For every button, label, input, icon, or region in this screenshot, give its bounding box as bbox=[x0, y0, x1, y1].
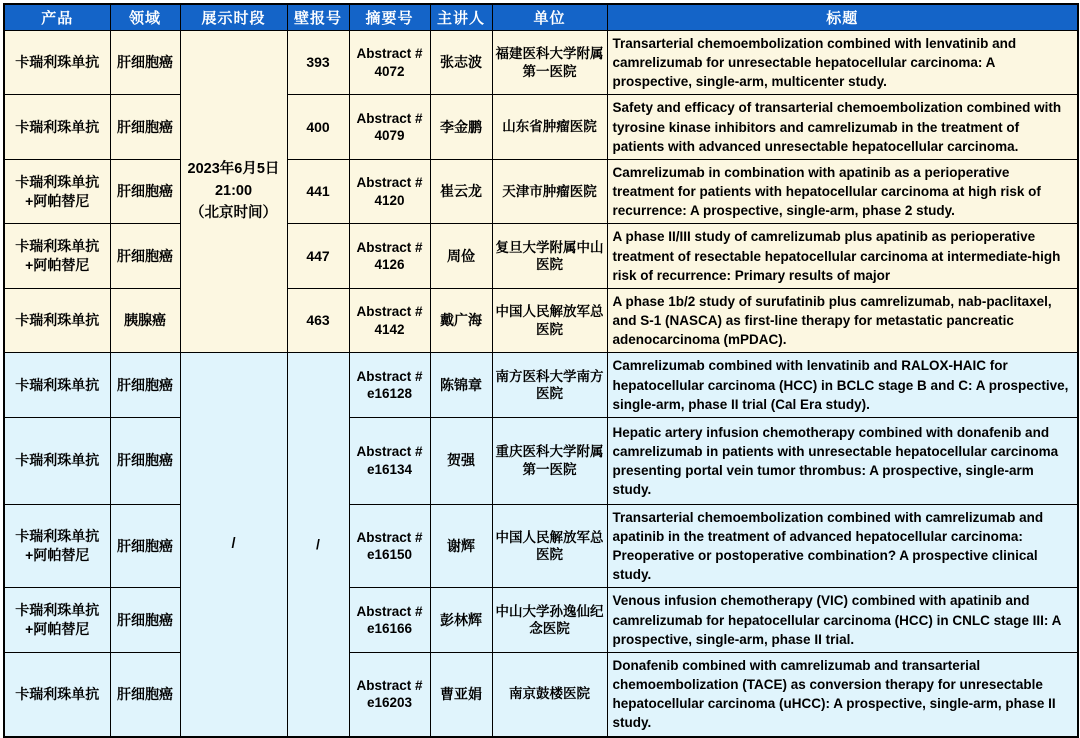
header-row bbox=[4, 4, 1078, 31]
column-header-poster: 壁报号 bbox=[287, 4, 349, 31]
cell-abstract-number: Abstract # e16134 bbox=[349, 417, 430, 504]
cell-abstract-number: Abstract # 4126 bbox=[349, 224, 430, 288]
cell-poster-number: 441 bbox=[287, 159, 349, 223]
cell-product: 卡瑞利珠单抗 bbox=[4, 353, 110, 417]
cell-poster-number: 393 bbox=[287, 31, 349, 95]
cell-abstract-number: Abstract # e16128 bbox=[349, 353, 430, 417]
table-row bbox=[4, 224, 1078, 288]
cell-speaker: 张志波 bbox=[430, 31, 492, 95]
cell-abstract-number: Abstract # 4142 bbox=[349, 288, 430, 352]
cell-field: 肝细胞癌 bbox=[110, 224, 180, 288]
column-header-product: 产品 bbox=[4, 4, 110, 31]
cell-title: Transarterial chemoembolization combined with lenvatinib and camrelizumab for unresectable hepatocellular carcinoma: A prospective, single-arm, multicenter study. bbox=[607, 31, 1078, 95]
display-slot-cell: / bbox=[180, 353, 287, 737]
cell-speaker: 戴广海 bbox=[430, 288, 492, 352]
column-header-slot: 展示时段 bbox=[180, 4, 287, 31]
cell-institution: 南方医科大学南方医院 bbox=[492, 353, 607, 417]
cell-speaker: 彭林辉 bbox=[430, 588, 492, 652]
cell-speaker: 周俭 bbox=[430, 224, 492, 288]
cell-abstract-number: Abstract # e16150 bbox=[349, 504, 430, 588]
cell-title: Transarterial chemoembolization combined with camrelizumab and apatinib in the treatment of advanced hepatocellular carcinoma: Preoperative or postoperative combination? A prospective clinical study. bbox=[607, 504, 1078, 588]
cell-poster-number: 447 bbox=[287, 224, 349, 288]
cell-product: 卡瑞利珠单抗 +阿帕替尼 bbox=[4, 588, 110, 652]
cell-title: Hepatic artery infusion chemotherapy combined with donafenib and camrelizumab in patients with unresectable hepatocellular carcinoma presenting portal vein tumor thrombus: A prospective, single-arm study. bbox=[607, 417, 1078, 504]
table-row bbox=[4, 353, 1078, 417]
table-row bbox=[4, 288, 1078, 352]
poster-schedule-table bbox=[3, 3, 1079, 738]
table-row bbox=[4, 652, 1078, 736]
cell-speaker: 李金鹏 bbox=[430, 95, 492, 159]
cell-product: 卡瑞利珠单抗 bbox=[4, 288, 110, 352]
column-header-org: 单位 bbox=[492, 4, 607, 31]
cell-abstract-number: Abstract # 4072 bbox=[349, 31, 430, 95]
cell-abstract-number: Abstract # 4120 bbox=[349, 159, 430, 223]
poster-number-merged-cell: / bbox=[287, 353, 349, 737]
cell-title: Camrelizumab combined with lenvatinib and RALOX-HAIC for hepatocellular carcinoma (HCC) in BCLC stage B and C: A prospective, single-arm, phase II trial (Cal Era study). bbox=[607, 353, 1078, 417]
cell-speaker: 陈锦章 bbox=[430, 353, 492, 417]
cell-institution: 中山大学孙逸仙纪念医院 bbox=[492, 588, 607, 652]
cell-field: 肝细胞癌 bbox=[110, 652, 180, 736]
table-row bbox=[4, 95, 1078, 159]
cell-institution: 复旦大学附属中山医院 bbox=[492, 224, 607, 288]
cell-speaker: 崔云龙 bbox=[430, 159, 492, 223]
cell-poster-number: 463 bbox=[287, 288, 349, 352]
cell-institution: 福建医科大学附属第一医院 bbox=[492, 31, 607, 95]
column-header-title: 标题 bbox=[607, 4, 1078, 31]
cell-speaker: 曹亚娟 bbox=[430, 652, 492, 736]
cell-title: Safety and efficacy of transarterial chemoembolization combined with tyrosine kinase inhibitors and camrelizumab in the treatment of patients with advanced unresectable hepatocellular carcinoma. bbox=[607, 95, 1078, 159]
table-header bbox=[4, 4, 1078, 31]
cell-institution: 南京鼓楼医院 bbox=[492, 652, 607, 736]
table-row bbox=[4, 504, 1078, 588]
cell-abstract-number: Abstract # 4079 bbox=[349, 95, 430, 159]
cell-title: A phase 1b/2 study of surufatinib plus camrelizumab, nab-paclitaxel, and S-1 (NASCA) as first-line therapy for metastatic pancreatic adenocarcinoma (mPDAC). bbox=[607, 288, 1078, 352]
column-header-field: 领域 bbox=[110, 4, 180, 31]
cell-institution: 中国人民解放军总医院 bbox=[492, 288, 607, 352]
cell-field: 肝细胞癌 bbox=[110, 31, 180, 95]
cell-institution: 天津市肿瘤医院 bbox=[492, 159, 607, 223]
cell-title: Donafenib combined with camrelizumab and transarterial chemoembolization (TACE) as conversion therapy for unresectable hepatocellular carcinoma (uHCC): A prospective, single-arm, phase II study. bbox=[607, 652, 1078, 736]
cell-institution: 中国人民解放军总医院 bbox=[492, 504, 607, 588]
table-row bbox=[4, 417, 1078, 504]
cell-abstract-number: Abstract # e16203 bbox=[349, 652, 430, 736]
cell-field: 肝细胞癌 bbox=[110, 504, 180, 588]
cell-title: A phase II/III study of camrelizumab plus apatinib as perioperative treatment of resectable hepatocellular carcinoma at intermediate-high risk of recurrence: Primary results of major bbox=[607, 224, 1078, 288]
cell-institution: 山东省肿瘤医院 bbox=[492, 95, 607, 159]
cell-poster-number: 400 bbox=[287, 95, 349, 159]
cell-product: 卡瑞利珠单抗 bbox=[4, 31, 110, 95]
cell-speaker: 贺强 bbox=[430, 417, 492, 504]
cell-field: 胰腺癌 bbox=[110, 288, 180, 352]
column-header-speaker: 主讲人 bbox=[430, 4, 492, 31]
cell-product: 卡瑞利珠单抗 bbox=[4, 417, 110, 504]
cell-field: 肝细胞癌 bbox=[110, 95, 180, 159]
cell-speaker: 谢辉 bbox=[430, 504, 492, 588]
cell-field: 肝细胞癌 bbox=[110, 417, 180, 504]
cell-institution: 重庆医科大学附属第一医院 bbox=[492, 417, 607, 504]
cell-field: 肝细胞癌 bbox=[110, 159, 180, 223]
column-header-abstract: 摘要号 bbox=[349, 4, 430, 31]
table-row bbox=[4, 31, 1078, 95]
cell-title: Camrelizumab in combination with apatinib as a perioperative treatment for patients with hepatocellular carcinoma at high risk of recurrence: A prospective, single-arm, phase 2 study. bbox=[607, 159, 1078, 223]
cell-abstract-number: Abstract # e16166 bbox=[349, 588, 430, 652]
table-row bbox=[4, 159, 1078, 223]
cell-product: 卡瑞利珠单抗 +阿帕替尼 bbox=[4, 159, 110, 223]
table-row bbox=[4, 588, 1078, 652]
cell-product: 卡瑞利珠单抗 bbox=[4, 95, 110, 159]
cell-title: Venous infusion chemotherapy (VIC) combined with apatinib and camrelizumab for hepatocellular carcinoma (HCC) in CNLC stage III: A prospective, single-arm, phase II trial. bbox=[607, 588, 1078, 652]
cell-product: 卡瑞利珠单抗 bbox=[4, 652, 110, 736]
cell-field: 肝细胞癌 bbox=[110, 588, 180, 652]
cell-product: 卡瑞利珠单抗 +阿帕替尼 bbox=[4, 504, 110, 588]
cell-field: 肝细胞癌 bbox=[110, 353, 180, 417]
cell-product: 卡瑞利珠单抗 +阿帕替尼 bbox=[4, 224, 110, 288]
table-body bbox=[4, 31, 1078, 737]
display-slot-cell: 2023年6月5日 21:00 （北京时间） bbox=[180, 31, 287, 353]
